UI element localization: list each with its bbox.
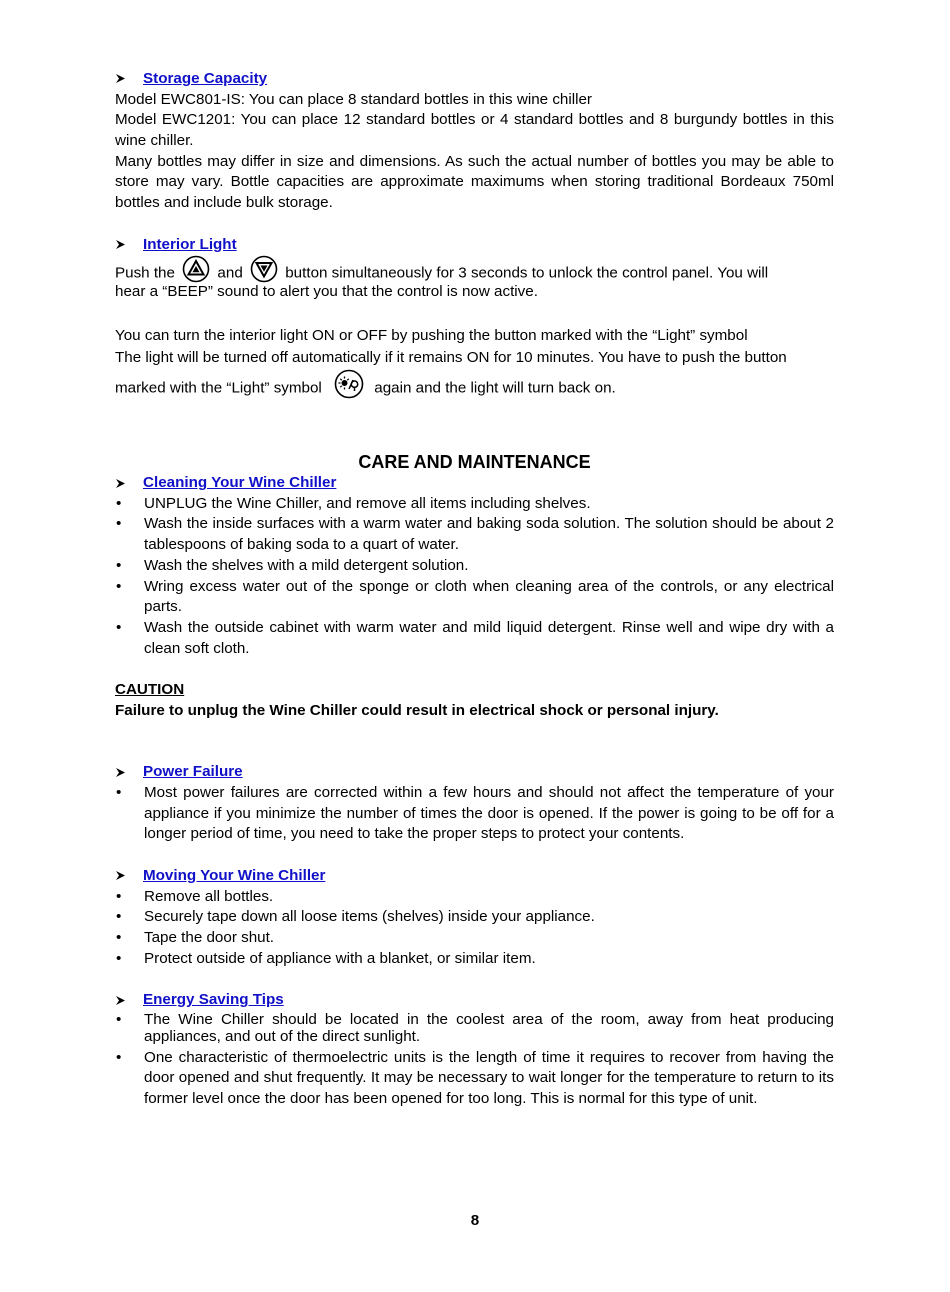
cleaning-item-text: UNPLUG the Wine Chiller, and remove all items including shelves.: [144, 494, 591, 512]
beep-text: hear a “BEEP” sound to alert you that the control is now active.: [115, 283, 538, 301]
storage-model2-text: Model EWC1201: You can place 12 standard bottles or 4 standard bottles and 8 burgundy bottles in this wine chiller.: [115, 111, 834, 150]
energy-item-text: One characteristic of thermoelectric units is the length of time it requires to recover from having the door opened and shut frequently. It may be necessary to wait longer for the temperature to return to its former level once the door has been opened for too long. This is normal for this type of unit.: [144, 1048, 834, 1108]
cleaning-item-text: Wash the outside cabinet with warm water and mild liquid detergent. Rinse well and wipe dry with a clean soft cloth.: [144, 618, 834, 657]
bullet-dot: •: [116, 556, 122, 574]
bullet-dot: •: [116, 1010, 122, 1028]
storage-capacity-heading-row: [115, 69, 834, 90]
cleaning-item-text: Wash the inside surfaces with a warm water and baking soda solution. The solution should be about 2 tablespoons of baking soda to a quart of water.: [144, 515, 834, 554]
cleaning-heading-row: [115, 473, 834, 494]
caution-text: Failure to unplug the Wine Chiller could result in electrical shock or personal injury.: [115, 701, 719, 719]
list-item: [115, 514, 834, 555]
bullet-dot: •: [116, 928, 122, 946]
bullet-dot: •: [116, 618, 122, 636]
moving-item-text: Securely tape down all loose items (shelves) inside your appliance.: [144, 908, 595, 926]
bullet-dot: •: [116, 515, 122, 533]
moving-item-text: Remove all bottles.: [144, 887, 274, 905]
and-text: and: [217, 264, 243, 282]
bullet-dot: •: [116, 908, 122, 926]
bullet-dot: •: [116, 784, 122, 802]
list-item: [115, 1048, 834, 1110]
moving-item-text: Protect outside of appliance with a blanket, or similar item.: [144, 949, 536, 967]
power-item-text: Most power failures are corrected within a few hours and should not affect the temperature of your appliance if you minimize the number of times the door is opened. If the power is going to be off for a longer period of time, you need to take the proper steps to protect your contents.: [144, 784, 834, 843]
interior-light-heading: Interior Light: [143, 235, 237, 253]
energy-item-text: The Wine Chiller should be located in the coolest area of the room, away from heat producing appliances, and out of the direct sunlight.: [144, 1010, 834, 1046]
power-failure-heading: Power Failure: [143, 763, 243, 781]
unlock-text: button simultaneously for 3 seconds to unlock the control panel. You will: [285, 264, 769, 282]
arrow-bullet-icon: [115, 69, 143, 90]
power-failure-heading-row: [115, 762, 834, 783]
caution-label: CAUTION: [115, 681, 185, 699]
turn-light-text: You can turn the interior light ON or OFF by pushing the button marked with the “Light” symbol: [115, 326, 748, 344]
care-maintenance-title: CARE AND MAINTENANCE: [358, 452, 591, 473]
list-item: [115, 494, 834, 515]
light-symbol-icon: [334, 369, 364, 408]
auto-off-text: The light will be turned off automatically if it remains ON for 10 minutes. You have to push the button: [115, 349, 787, 367]
manual-page: [115, 69, 834, 1110]
list-item: [115, 556, 834, 577]
cleaning-item-text: Wash the shelves with a mild detergent solution.: [144, 556, 469, 574]
light-symbol-line: [115, 369, 834, 399]
moving-heading-row: [115, 866, 834, 887]
bullet-dot: •: [116, 494, 122, 512]
again-text: again and the light will turn back on.: [374, 379, 616, 397]
list-item: [115, 907, 834, 928]
marked-text: marked with the “Light” symbol: [115, 379, 322, 397]
list-item: [115, 783, 834, 845]
push-buttons-line: [115, 255, 834, 282]
interior-light-heading-row: [115, 235, 834, 256]
cleaning-item-text: Wring excess water out of the sponge or cloth when cleaning area of the controls, or any electrical parts.: [144, 577, 834, 616]
arrow-bullet-icon: [115, 235, 143, 256]
energy-heading-row: [115, 990, 834, 1011]
list-item: [115, 887, 834, 908]
moving-item-text: Tape the door shut.: [144, 928, 275, 946]
storage-note-text: Many bottles may differ in size and dimensions. As such the actual number of bottles you may be able to store may vary. Bottle capacities are approximate maximums when storing traditional Bordeaux 750ml bottles and include bulk storage.: [115, 152, 834, 212]
list-item: [115, 577, 834, 618]
bullet-dot: •: [116, 577, 122, 595]
storage-model1-text: Model EWC801-IS: You can place 8 standard bottles in this wine chiller: [115, 90, 592, 108]
list-item: [115, 618, 834, 659]
page-number: 8: [470, 1212, 480, 1229]
bullet-dot: •: [116, 887, 122, 905]
arrow-bullet-icon: [115, 473, 143, 494]
arrow-bullet-icon: [115, 990, 143, 1011]
energy-heading: Energy Saving Tips: [143, 991, 284, 1009]
storage-capacity-heading: Storage Capacity: [143, 70, 268, 87]
arrow-bullet-icon: [115, 866, 143, 887]
list-item: [115, 1011, 834, 1046]
list-item: [115, 928, 834, 949]
bullet-dot: •: [116, 949, 122, 967]
bullet-dot: •: [116, 1048, 122, 1066]
push-the-text: Push the: [115, 264, 175, 282]
cleaning-heading: Cleaning Your Wine Chiller: [143, 474, 337, 492]
moving-heading: Moving Your Wine Chiller: [143, 866, 326, 884]
arrow-bullet-icon: [115, 762, 143, 783]
list-item: [115, 949, 834, 970]
